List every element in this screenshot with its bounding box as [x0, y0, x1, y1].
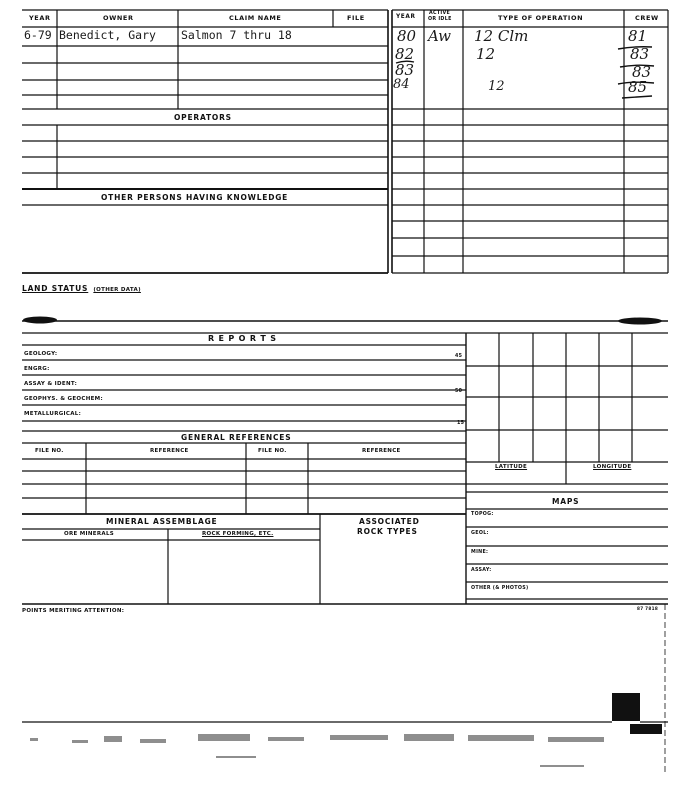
maps-other-label: OTHER (& PHOTOS): [471, 586, 529, 591]
owner-header: OWNER: [103, 14, 134, 22]
report-assay-num: 50: [455, 389, 463, 394]
land-status-subtitle: (OTHER DATA): [93, 287, 141, 293]
points-meriting-label: POINTS MERITING ATTENTION:: [22, 608, 125, 614]
ref-reference-header: REFERENCE: [150, 448, 189, 454]
operators-title: OPERATORS: [174, 113, 232, 122]
ops-row-active: Aw: [428, 27, 451, 45]
report-metallurgical-num: 15: [457, 421, 465, 426]
ops-row-crew: 83: [632, 63, 652, 81]
entry-claim-name: Salmon 7 thru 18: [181, 28, 292, 42]
ops-row-type: 12: [488, 79, 505, 94]
file-header: FILE: [347, 14, 365, 22]
report-geology-label: GEOLOGY:: [24, 351, 58, 357]
maps-topog-label: TOPOG:: [471, 512, 494, 517]
ref-file-no-header: FILE NO.: [35, 448, 64, 454]
reports-title: R E P O R T S: [208, 334, 277, 343]
ops-row-year: 80: [397, 27, 417, 45]
claim-name-header: CLAIM NAME: [229, 14, 282, 22]
maps-title: MAPS: [552, 497, 580, 506]
latitude-label: LATITUDE: [495, 464, 528, 470]
ops-row-type: 12: [476, 45, 496, 63]
mineral-assemblage-title: MINERAL ASSEMBLAGE: [106, 517, 218, 526]
ops-row-type: 12 Clm: [474, 27, 529, 45]
report-geology-num: 45: [455, 354, 463, 359]
land-status: [22, 276, 141, 295]
report-engrg-label: ENGRG:: [24, 366, 50, 372]
ops-row-crew: 85: [628, 78, 648, 96]
maps-assay-label: ASSAY:: [471, 568, 492, 573]
rock-forming-header: ROCK FORMING, ETC.: [202, 531, 274, 537]
associated-header: ASSOCIATED: [359, 517, 420, 526]
ops-year-header: YEAR: [396, 14, 416, 20]
ops-row-crew: 83: [630, 45, 650, 63]
other-persons-title: OTHER PERSONS HAVING KNOWLEDGE: [101, 193, 289, 202]
ops-row-year: 84: [393, 77, 410, 92]
maps-mine-label: MINE:: [471, 550, 489, 555]
longitude-label: LONGITUDE: [593, 464, 632, 470]
entry-owner: Benedict, Gary: [59, 28, 156, 42]
rock-types-header: ROCK TYPES: [357, 527, 418, 536]
ore-minerals-header: ORE MINERALS: [64, 531, 115, 537]
ops-row-year: 82: [395, 45, 415, 63]
ref-reference-header: REFERENCE: [362, 448, 401, 454]
year-header: YEAR: [29, 14, 51, 22]
ref-file-no-header: FILE NO.: [258, 448, 287, 454]
general-references-title: GENERAL REFERENCES: [181, 433, 292, 442]
ops-type-header: TYPE OF OPERATION: [498, 14, 584, 22]
ops-row-crew: 81: [628, 27, 648, 45]
entry-year: 6-79: [24, 28, 52, 42]
maps-geol-label: GEOL:: [471, 531, 489, 536]
ops-row-year: 83: [395, 61, 415, 79]
form-number: 87 7818: [637, 606, 659, 611]
ops-idle-header: OR IDLE: [428, 17, 452, 22]
ops-crew-header: CREW: [635, 14, 659, 22]
ops-active-header: ACTIVE: [429, 11, 451, 16]
report-assay-label: ASSAY & IDENT:: [24, 381, 78, 387]
report-metallurgical-label: METALLURGICAL:: [24, 411, 82, 417]
land-status-title: LAND STATUS: [22, 284, 89, 293]
report-geophys-label: GEOPHYS. & GEOCHEM:: [24, 396, 103, 402]
